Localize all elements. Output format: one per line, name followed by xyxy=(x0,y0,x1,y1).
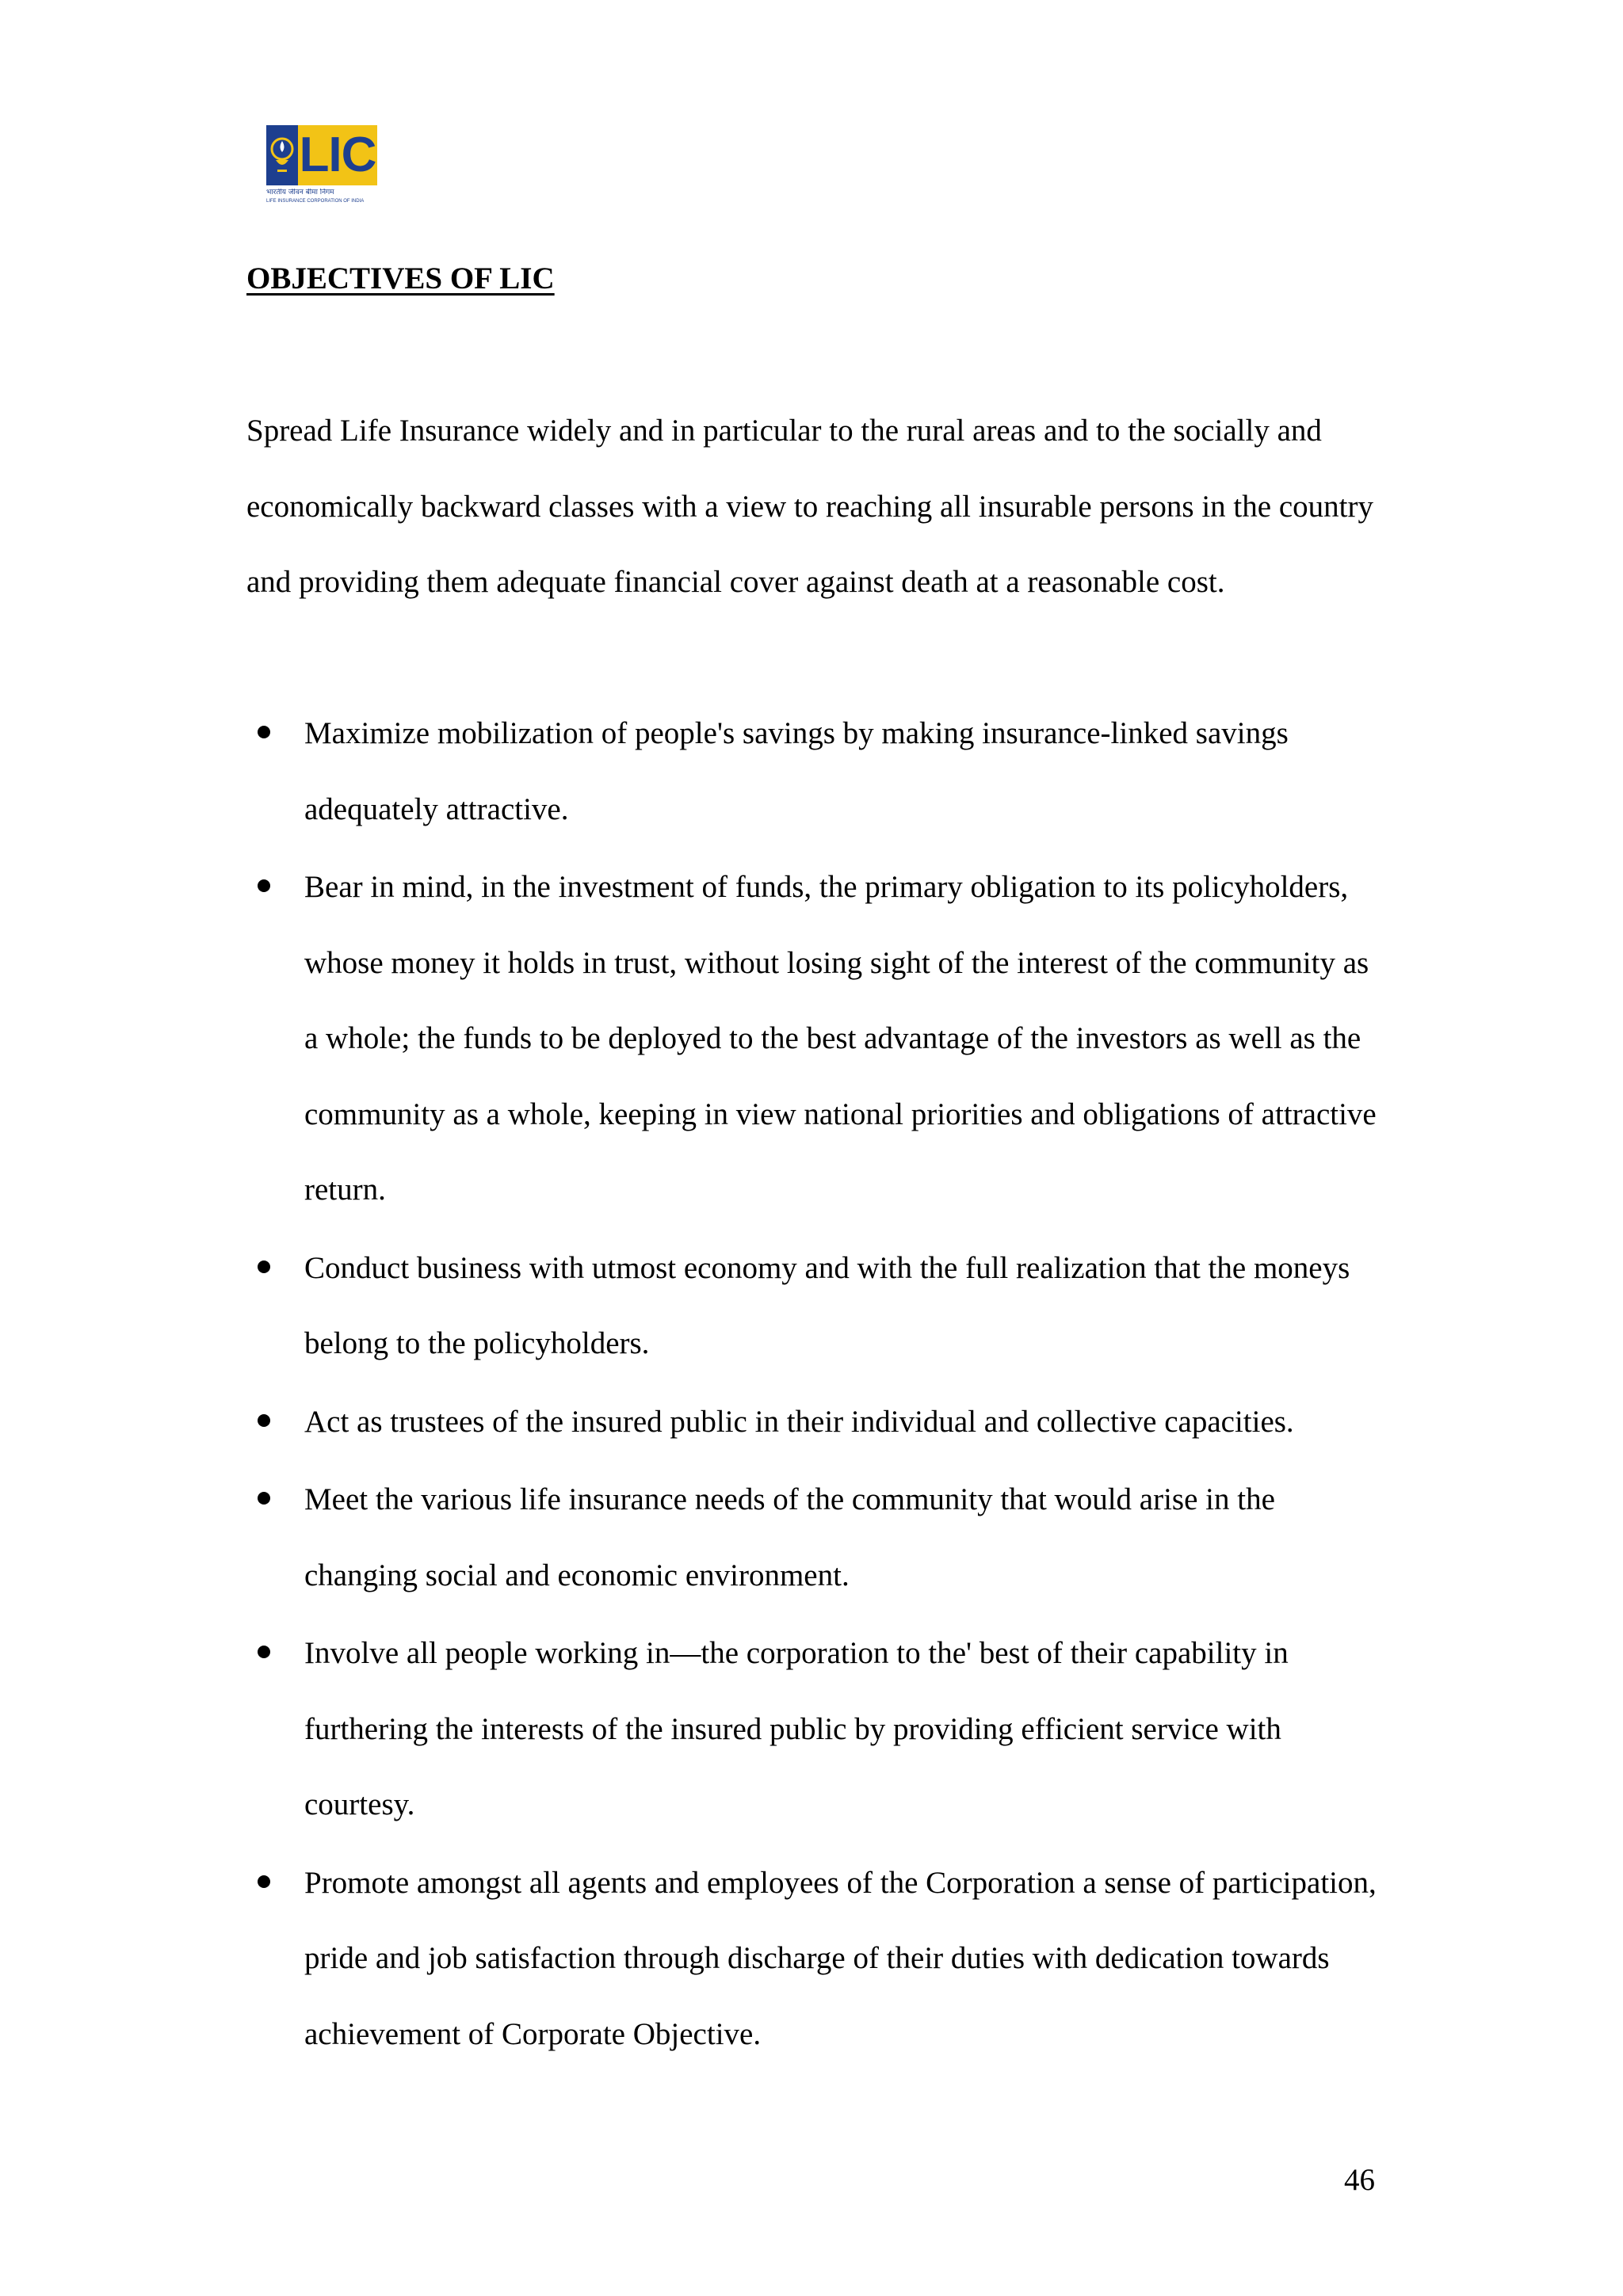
objectives-list xyxy=(246,696,1388,2074)
lic-wordmark-box xyxy=(298,125,377,185)
objective-item xyxy=(246,1845,1388,2073)
lic-wordmark: LIC xyxy=(299,128,376,182)
objective-item xyxy=(246,1230,1388,1382)
objective-item xyxy=(246,1462,1388,1613)
objective-text: Involve all people working in—the corporation to the' best of their capability in furthering the interests of the insured public by providing efficient service with courtesy. xyxy=(304,1636,1289,1821)
lic-english-tagline: LIFE INSURANCE CORPORATION OF INDIA xyxy=(266,199,365,204)
objective-item xyxy=(246,849,1388,1228)
objective-text: Meet the various life insurance needs of the community that would arise in the changing social and economic environment. xyxy=(304,1482,1275,1592)
objective-item xyxy=(246,1384,1388,1460)
objective-text: Conduct business with utmost economy and with the full realization that the moneys belong to the policyholders. xyxy=(304,1250,1350,1360)
section-heading: OBJECTIVES OF LIC xyxy=(246,261,555,296)
bullet-icon xyxy=(258,1492,270,1505)
objective-item xyxy=(246,696,1388,847)
lic-hindi-tagline: भारतीय जीवन बीमा निगम xyxy=(266,189,334,196)
bullet-icon xyxy=(258,879,270,892)
objective-text: Act as trustees of the insured public in their individual and collective capacities. xyxy=(304,1404,1294,1439)
bullet-icon xyxy=(258,726,270,738)
page-number: 46 xyxy=(1344,2163,1375,2197)
intro-paragraph: Spread Life Insurance widely and in particular to the rural areas and to the socially and economically backward classes with a view to reaching all insurable persons in the country and providing them adequate financial cover against death at a reasonable cost. xyxy=(246,414,1373,599)
objective-text: Bear in mind, in the investment of funds, the primary obligation to its policyholders, whose money it holds in trust, without losing sight of the interest of the community as a whole; the funds to be deployed to the best advantage of the investors as well as the community as a whole, keeping in view national priorities and obligations of attractive return. xyxy=(304,870,1377,1207)
bullet-icon xyxy=(258,1414,270,1427)
objective-text: Promote amongst all agents and employees of the Corporation a sense of participation, pride and job satisfaction through discharge of their duties with dedication towards achievement of Corporate Objective. xyxy=(304,1865,1377,2051)
lic-logo xyxy=(266,125,377,206)
objective-item xyxy=(246,1615,1388,1843)
bullet-icon xyxy=(258,1646,270,1658)
lic-logo-mark xyxy=(266,125,377,185)
lamp-emblem-icon xyxy=(266,125,298,185)
bullet-icon xyxy=(258,1261,270,1273)
bullet-icon xyxy=(258,1875,270,1888)
objective-text: Maximize mobilization of people's savings by making insurance-linked savings adequately attractive. xyxy=(304,716,1289,826)
